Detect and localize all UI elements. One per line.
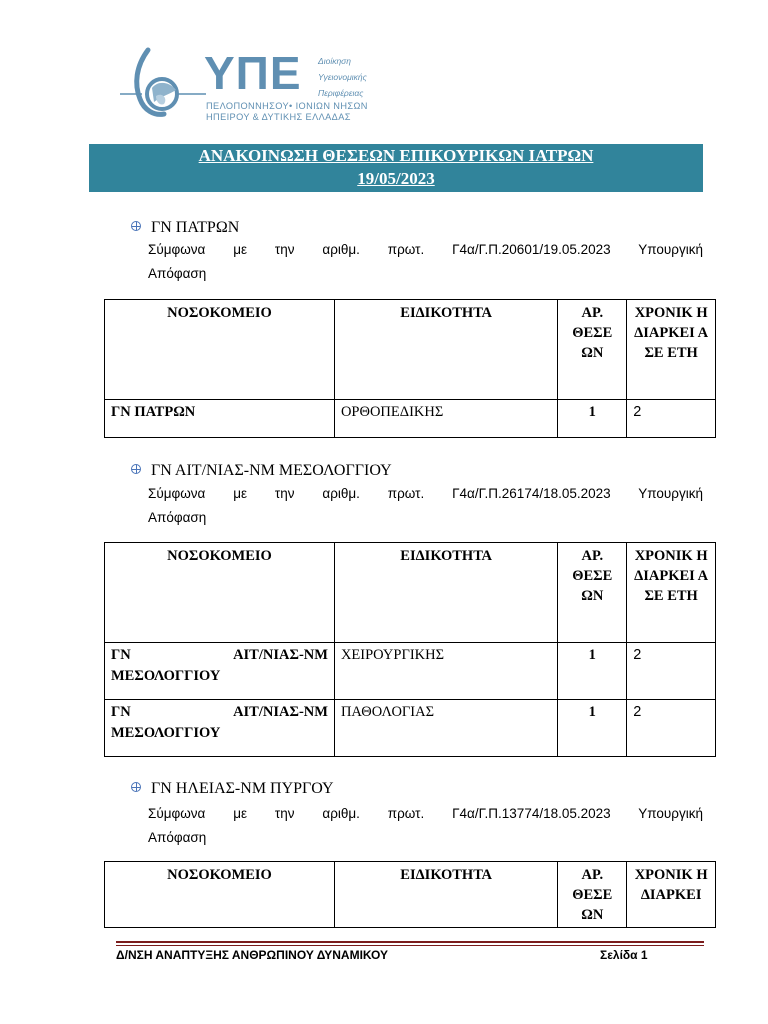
- crosshair-bullet-icon: [131, 221, 141, 231]
- table-header-row: [105, 300, 716, 400]
- logo-subtitle-line-2: Υγειονομικής: [318, 72, 367, 82]
- cell-hospital: ΓΝ ΑΙΤ/ΝΙΑΣ-ΝΜ ΜΕΣΟΛΟΓΓΙΟΥ: [105, 700, 335, 757]
- cell-hospital: ΓΝ ΑΙΤ/ΝΙΑΣ-ΝΜ ΜΕΣΟΛΟΓΓΙΟΥ: [105, 643, 335, 700]
- section-heading-patron: [131, 218, 239, 238]
- section-heading-pyrgos: [131, 779, 334, 799]
- logo-subtitle-line-3: Περιφέρειας: [318, 88, 364, 98]
- decision-reference-cont: Απόφαση: [148, 830, 207, 845]
- header-positions: ΑΡ. ΘΕΣΕ ΩΝ: [558, 543, 627, 643]
- decision-reference: Σύμφωνα με την αριθμ. πρωτ. Γ4α/Γ.Π.20601/19.05.2023 Υπουργική: [148, 242, 703, 257]
- header-duration: ΧΡΟΝΙΚ Η ΔΙΑΡΚΕΙ Α ΣΕ ΕΤΗ: [627, 543, 716, 643]
- logo-region-line-2: ΗΠΕΙΡΟΥ & ΔΥΤΙΚΗΣ ΕΛΛΑΔΑΣ: [206, 112, 351, 122]
- cell-duration: 2: [627, 700, 716, 757]
- header-duration: ΧΡΟΝΙΚ Η ΔΙΑΡΚΕΙ Α ΣΕ ΕΤΗ: [627, 300, 716, 400]
- positions-table-mesolongi: [104, 542, 716, 757]
- positions-table-pyrgos: [104, 861, 716, 928]
- header-specialty: ΕΙΔΙΚΟΤΗΤΑ: [334, 862, 557, 928]
- table-row: [105, 643, 716, 700]
- section-title: ΓΝ ΗΛΕΙΑΣ-ΝΜ ΠΥΡΓΟΥ: [151, 780, 334, 797]
- footer-rule-thin: [116, 945, 704, 946]
- ype-logo: [118, 44, 368, 126]
- section-title: ΓΝ ΑΙΤ/ΝΙΑΣ-ΝΜ ΜΕΣΟΛΟΓΓΙΟΥ: [151, 462, 392, 479]
- header-positions: ΑΡ. ΘΕΣΕ ΩΝ: [558, 862, 627, 928]
- footer-page-number: Σελίδα 1: [600, 948, 648, 962]
- crosshair-bullet-icon: [131, 782, 141, 792]
- cell-specialty: ΠΑΘΟΛΟΓΙΑΣ: [334, 700, 557, 757]
- announcement-title: ΑΝΑΚΟΙΝΩΣΗ ΘΕΣΕΩΝ ΕΠΙΚΟΥΡΙΚΩΝ ΙΑΤΡΩΝ: [198, 146, 594, 165]
- cell-duration: 2: [627, 643, 716, 700]
- decision-reference: Σύμφωνα με την αριθμ. πρωτ. Γ4α/Γ.Π.13774/18.05.2023 Υπουργική: [148, 806, 703, 821]
- table-header-row: [105, 543, 716, 643]
- positions-table-patron: [104, 299, 716, 438]
- header-hospital: ΝΟΣΟΚΟΜΕΙΟ: [105, 300, 335, 400]
- cell-positions: 1: [558, 700, 627, 757]
- section-title: ΓΝ ΠΑΤΡΩΝ: [151, 219, 240, 236]
- header-hospital: ΝΟΣΟΚΟΜΕΙΟ: [105, 543, 335, 643]
- title-banner: [89, 144, 703, 192]
- header-specialty: ΕΙΔΙΚΟΤΗΤΑ: [334, 300, 557, 400]
- logo-emblem-icon: [118, 44, 208, 124]
- footer-rule: [116, 941, 704, 943]
- logo-wordmark: ΥΠΕ: [204, 47, 302, 99]
- cell-hospital: ΓΝ ΠΑΤΡΩΝ: [105, 400, 335, 438]
- header-specialty: ΕΙΔΙΚΟΤΗΤΑ: [334, 543, 557, 643]
- logo-region-line-1: ΠΕΛΟΠΟΝΝΗΣΟΥ• ΙΟΝΙΩΝ ΝΗΣΩΝ: [206, 101, 368, 111]
- cell-specialty: ΧΕΙΡΟΥΡΓΙΚΗΣ: [334, 643, 557, 700]
- table-row: [105, 400, 716, 438]
- decision-reference: Σύμφωνα με την αριθμ. πρωτ. Γ4α/Γ.Π.26174/18.05.2023 Υπουργική: [148, 486, 703, 501]
- header-duration: ΧΡΟΝΙΚ Η ΔΙΑΡΚΕΙ: [627, 862, 716, 928]
- table-row: [105, 700, 716, 757]
- logo-subtitle-line-1: Διοίκηση: [318, 56, 352, 66]
- cell-positions: 1: [558, 400, 627, 438]
- cell-duration: 2: [627, 400, 716, 438]
- decision-reference-cont: Απόφαση: [148, 510, 207, 525]
- table-header-row: [105, 862, 716, 928]
- announcement-date: 19/05/2023: [357, 169, 435, 188]
- cell-positions: 1: [558, 643, 627, 700]
- section-heading-mesolongi: [131, 461, 392, 481]
- header-hospital: ΝΟΣΟΚΟΜΕΙΟ: [105, 862, 335, 928]
- decision-reference-cont: Απόφαση: [148, 266, 207, 281]
- crosshair-bullet-icon: [131, 464, 141, 474]
- footer-department: Δ/ΝΣΗ ΑΝΑΠΤΥΞΗΣ ΑΝΘΡΩΠΙΝΟΥ ΔΥΝΑΜΙΚΟΥ: [116, 948, 389, 962]
- header-positions: ΑΡ. ΘΕΣΕ ΩΝ: [558, 300, 627, 400]
- cell-specialty: ΟΡΘΟΠΕΔΙΚΗΣ: [334, 400, 557, 438]
